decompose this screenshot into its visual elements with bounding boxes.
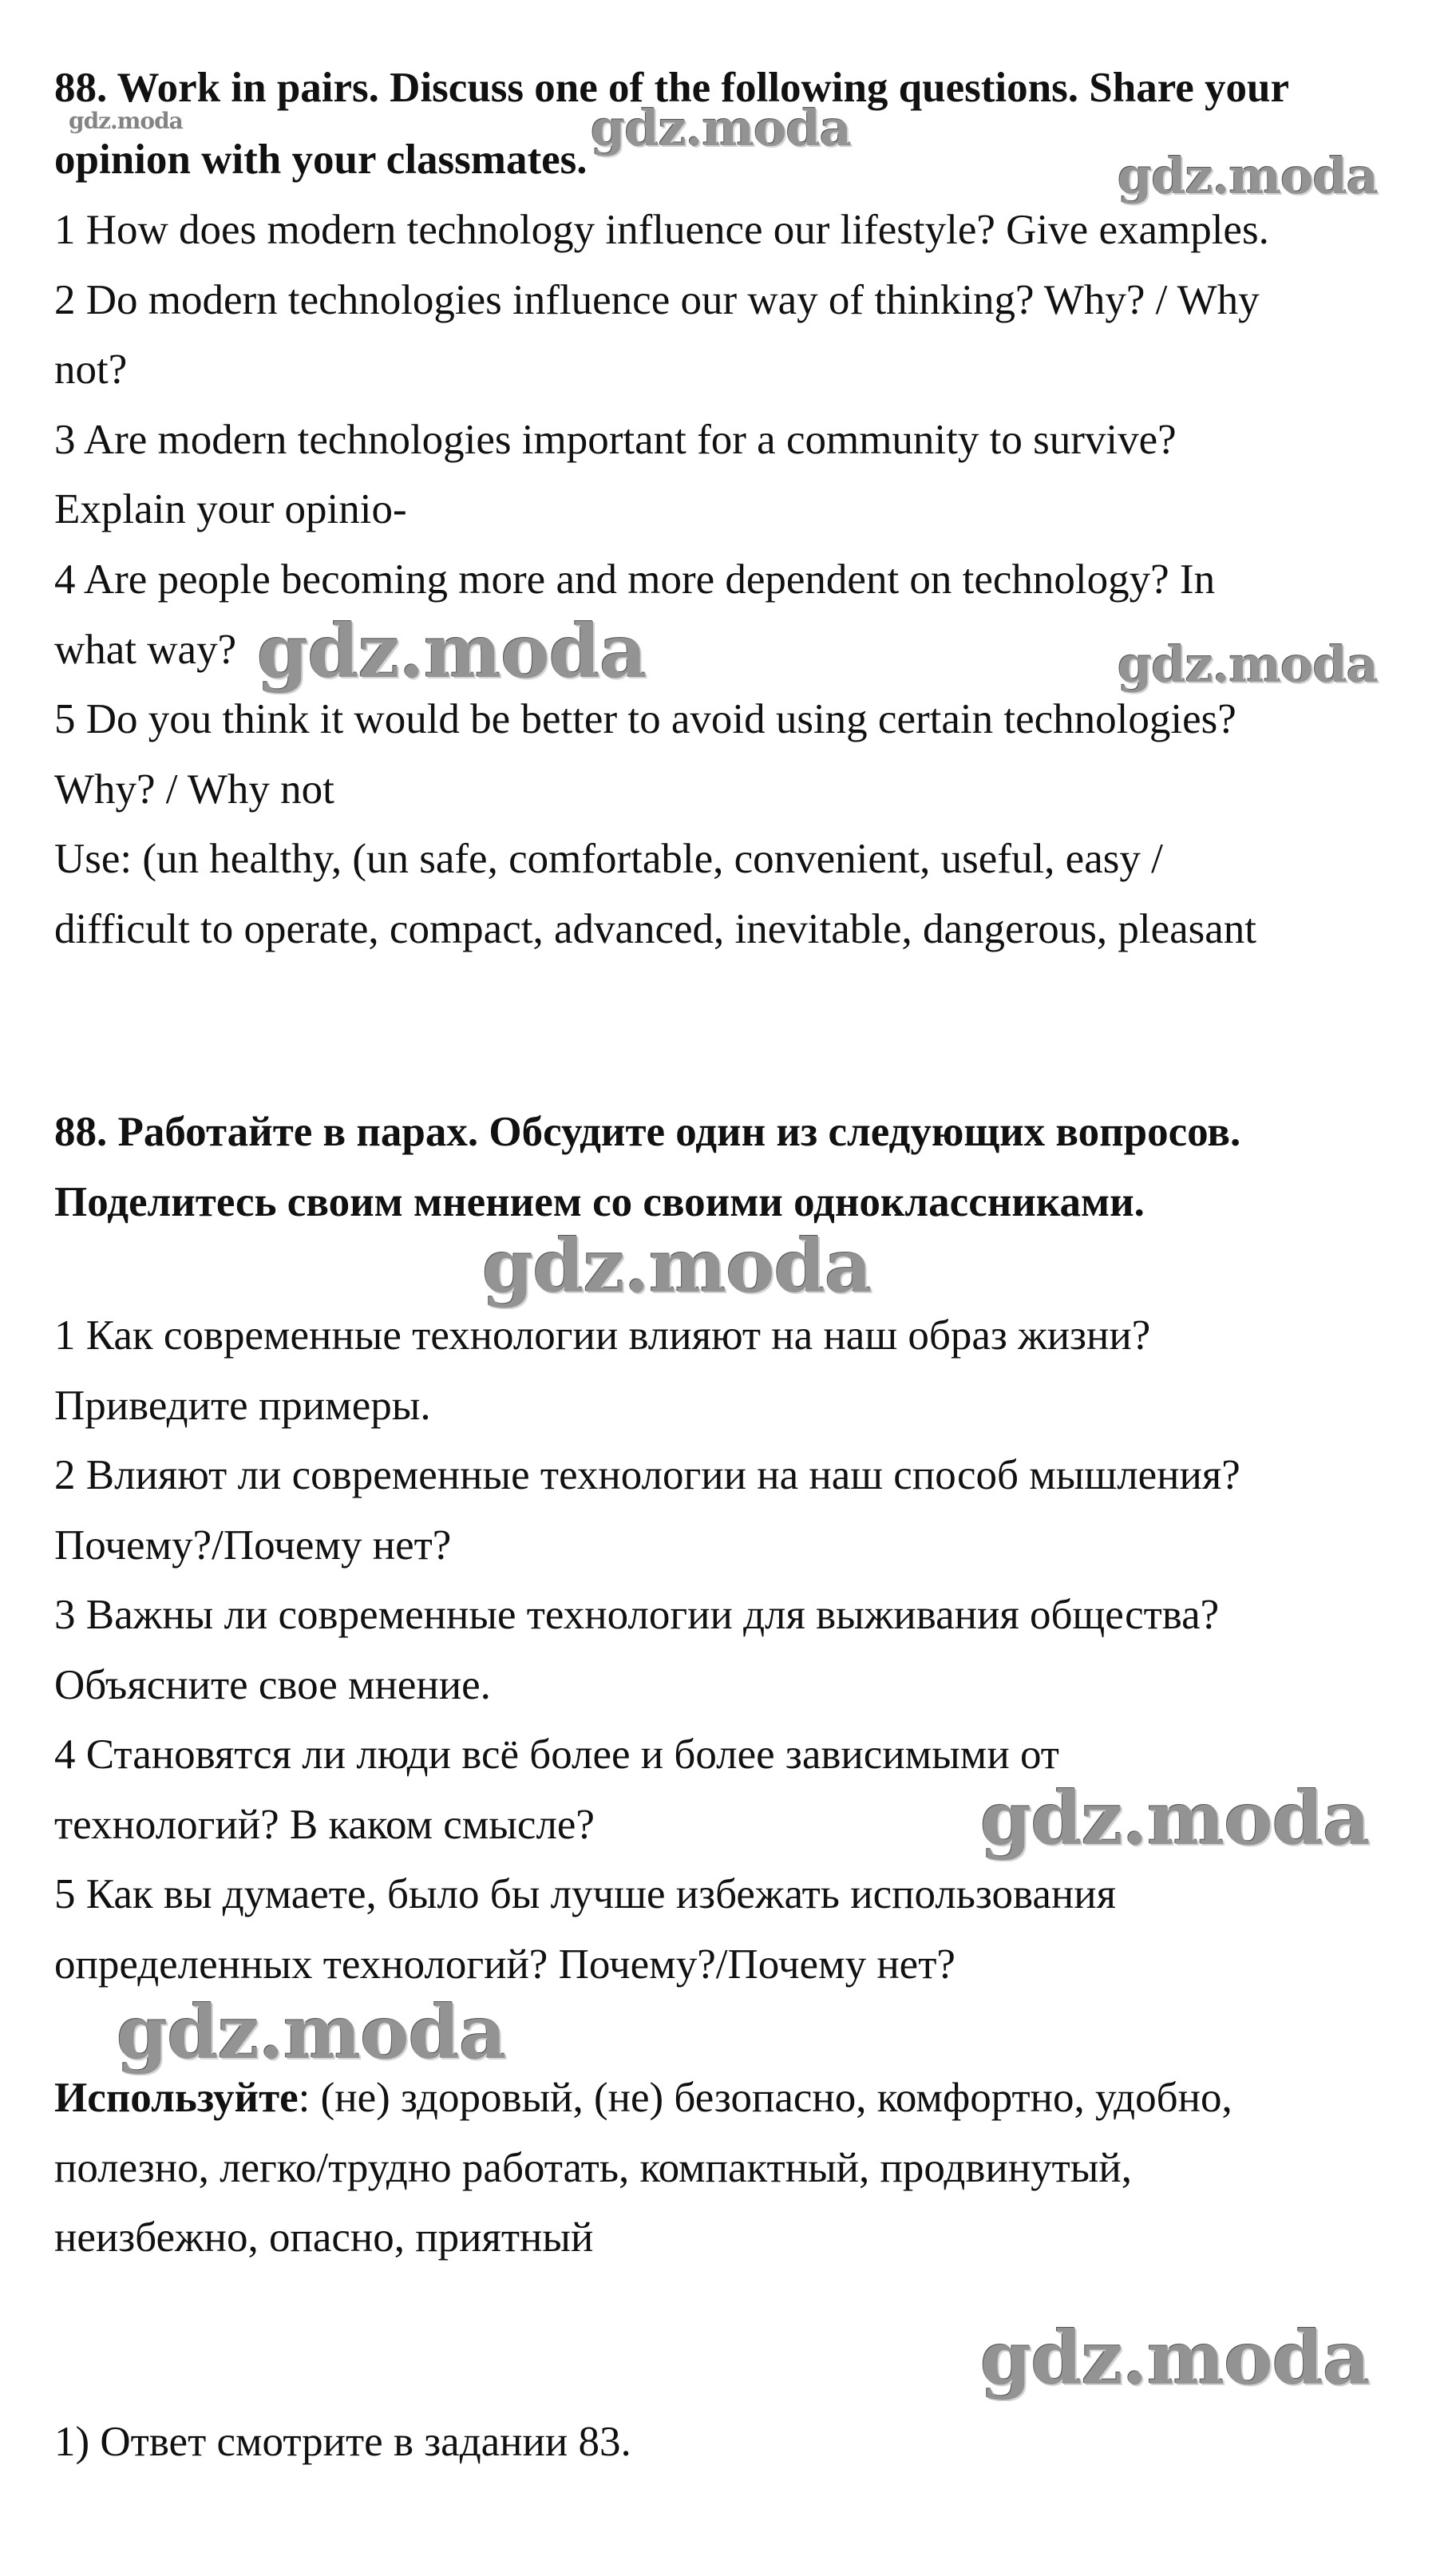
watermark-logo: gdz.moda (117, 1989, 506, 2075)
russian-use-line-2: полезно, легко/трудно работать, компактный, продвинутый, (54, 2145, 1132, 2191)
russian-question-1-cont: Приведите примеры. (54, 1383, 431, 1429)
watermark-logo: gdz.moda (980, 1775, 1370, 1862)
english-question-2: 2 Do modern technologies influence our way of thinking? Why? / Why (54, 277, 1260, 323)
russian-use-line-1 (54, 2077, 1232, 2119)
english-question-2-cont: not? (54, 346, 128, 393)
watermark-logo: gdz.moda (257, 608, 647, 694)
russian-question-4: 4 Становятся ли люди всё более и более зависимыми от (54, 1731, 1059, 1778)
russian-heading-line-2: Поделитесь своим мнением со своими одноклассниками. (54, 1179, 1145, 1225)
russian-use-line-3: неизбежно, опасно, приятный (54, 2214, 594, 2261)
russian-question-2: 2 Влияют ли современные технологии на наш способ мышления? (54, 1452, 1240, 1498)
english-question-4-cont: what way? (54, 627, 237, 673)
russian-question-4-cont: технологий? В каком смысле? (54, 1802, 595, 1848)
watermark-logo: gdz.moda (1118, 635, 1378, 694)
russian-use-label: Используйте (54, 2075, 299, 2121)
english-use-line-2: difficult to operate, compact, advanced, inevitable, dangerous, pleasant (54, 906, 1256, 952)
english-question-5-cont: Why? / Why not (54, 766, 334, 813)
english-question-4: 4 Are people becoming more and more dependent on technology? In (54, 556, 1216, 603)
russian-question-5: 5 Как вы думаете, было бы лучше избежать использования (54, 1871, 1116, 1917)
russian-use-line-1-text: : (не) здоровый, (не) безопасно, комфортно, удобно, (298, 2075, 1232, 2121)
russian-question-2-cont: Почему?/Почему нет? (54, 1522, 452, 1569)
russian-heading-line-1: 88. Работайте в парах. Обсудите один из следующих вопросов. (54, 1109, 1241, 1155)
english-heading-line-1: 88. Work in pairs. Discuss one of the following questions. Share your (54, 65, 1290, 111)
watermark-logo: gdz.moda (482, 1223, 872, 1309)
answer-note: 1) Ответ смотрите в задании 83. (54, 2419, 631, 2465)
watermark-logo: gdz.moda (980, 2315, 1370, 2401)
english-question-1: 1 How does modern technology influence our lifestyle? Give examples. (54, 207, 1269, 253)
russian-question-3: 3 Важны ли современные технологии для выживания общества? (54, 1592, 1220, 1638)
english-question-5: 5 Do you think it would be better to avoid using certain technologies? (54, 696, 1236, 742)
russian-question-5-cont: определенных технологий? Почему?/Почему нет? (54, 1941, 956, 1988)
english-question-3: 3 Are modern technologies important for a community to survive? (54, 417, 1177, 463)
russian-question-3-cont: Объясните свое мнение. (54, 1662, 491, 1708)
english-heading-line-2: opinion with your classmates. (54, 137, 588, 183)
watermark-logo: gdz.moda (1118, 147, 1378, 205)
english-use-line-1: Use: (un healthy, (un safe, comfortable, convenient, useful, easy / (54, 836, 1163, 882)
english-question-3-cont: Explain your opinio- (54, 486, 407, 532)
watermark-logo: gdz.moda (591, 99, 851, 157)
russian-question-1: 1 Как современные технологии влияют на наш образ жизни? (54, 1312, 1151, 1359)
watermark-logo: gdz.moda (69, 108, 183, 134)
